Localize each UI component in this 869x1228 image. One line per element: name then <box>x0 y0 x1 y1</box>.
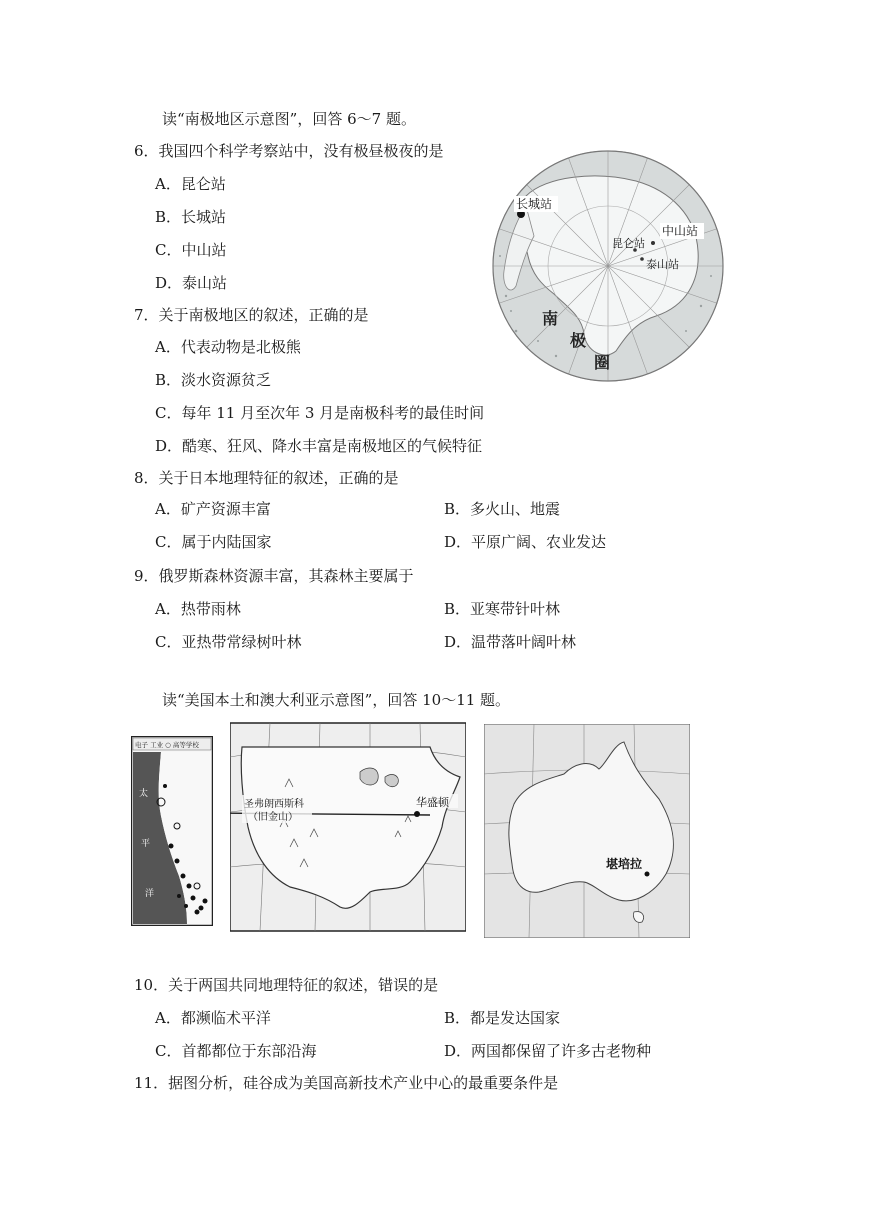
question-9-option-b: B．亚寒带针叶林 <box>444 600 561 618</box>
question-7-option-a: A．代表动物是北极熊 <box>155 338 301 356</box>
usa-map <box>230 717 466 937</box>
label-antarctic-circle-2: 极 <box>570 331 587 350</box>
question-8-option-b: B．多火山、地震 <box>444 500 561 518</box>
label-zhongshan-station: 中山站 <box>662 224 699 238</box>
inset-legend: 电子 工业 ○ 高等学校 <box>135 741 199 749</box>
antarctica-map <box>486 146 730 386</box>
question-10-option-b: B．都是发达国家 <box>444 1009 561 1027</box>
label-san-francisco: 圣弗朗西斯科 <box>244 799 304 810</box>
question-6-stem: 6．我国四个科学考察站中，没有极昼极夜的是 <box>134 142 444 160</box>
silicon-valley-inset-map <box>131 736 213 926</box>
label-antarctic-circle-1: 南 <box>542 309 559 328</box>
label-canberra: 堪培拉 <box>606 857 643 871</box>
question-8-stem: 8．关于日本地理特征的叙述，正确的是 <box>134 469 399 487</box>
question-8-option-d: D．平原广阔、农业发达 <box>444 533 607 551</box>
label-great-wall-station: 长城站 <box>516 197 553 211</box>
question-10-option-d: D．两国都保留了许多古老物种 <box>444 1042 652 1060</box>
question-9-option-d: D．温带落叶阔叶林 <box>444 633 577 651</box>
question-7-stem: 7．关于南极地区的叙述，正确的是 <box>134 306 369 324</box>
question-6-option-b: B．长城站 <box>155 208 227 226</box>
inset-label-yang: 洋 <box>145 889 155 899</box>
label-washington: 华盛顿 <box>416 796 449 809</box>
question-10-option-c: C．首都都位于东部沿海 <box>155 1042 317 1060</box>
question-6-option-a: A．昆仑站 <box>155 175 226 193</box>
question-8-option-c: C．属于内陆国家 <box>155 533 272 551</box>
question-7-option-d: D．酷寒、狂风、降水丰富是南极地区的气候特征 <box>155 437 483 455</box>
question-6-option-c: C．中山站 <box>155 241 227 259</box>
section-intro-usa-australia: 读“美国本土和澳大利亚示意图”，回答 10～11 题。 <box>162 691 511 709</box>
question-10-stem: 10．关于两国共同地理特征的叙述，错误的是 <box>134 976 439 994</box>
question-6-option-d: D．泰山站 <box>155 274 228 292</box>
question-7-option-b: B．淡水资源贫乏 <box>155 371 272 389</box>
question-7-option-c: C．每年 11 月至次年 3 月是南极科考的最佳时间 <box>155 404 485 422</box>
question-11-stem: 11．据图分析，硅谷成为美国高新技术产业中心的最重要条件是 <box>134 1074 559 1092</box>
label-kunlun-station: 昆仑站 <box>612 237 645 250</box>
australia-map <box>484 724 690 938</box>
section-intro-antarctica: 读“南极地区示意图”，回答 6～7 题。 <box>162 110 416 128</box>
question-9-option-c: C．亚热带常绿树叶林 <box>155 633 302 651</box>
question-8-option-a: A．矿产资源丰富 <box>155 500 271 518</box>
question-9-stem: 9．俄罗斯森林资源丰富，其森林主要属于 <box>134 567 414 585</box>
question-9-option-a: A．热带雨林 <box>155 600 241 618</box>
question-10-option-a: A．都濒临术平洋 <box>155 1009 271 1027</box>
inset-label-ping: 平 <box>141 839 151 849</box>
label-taishan-station: 泰山站 <box>646 258 679 271</box>
inset-label-tai: 太 <box>139 789 149 799</box>
label-san-francisco-alt: （旧金山） <box>248 812 298 823</box>
label-antarctic-circle-3: 圈 <box>594 353 611 372</box>
